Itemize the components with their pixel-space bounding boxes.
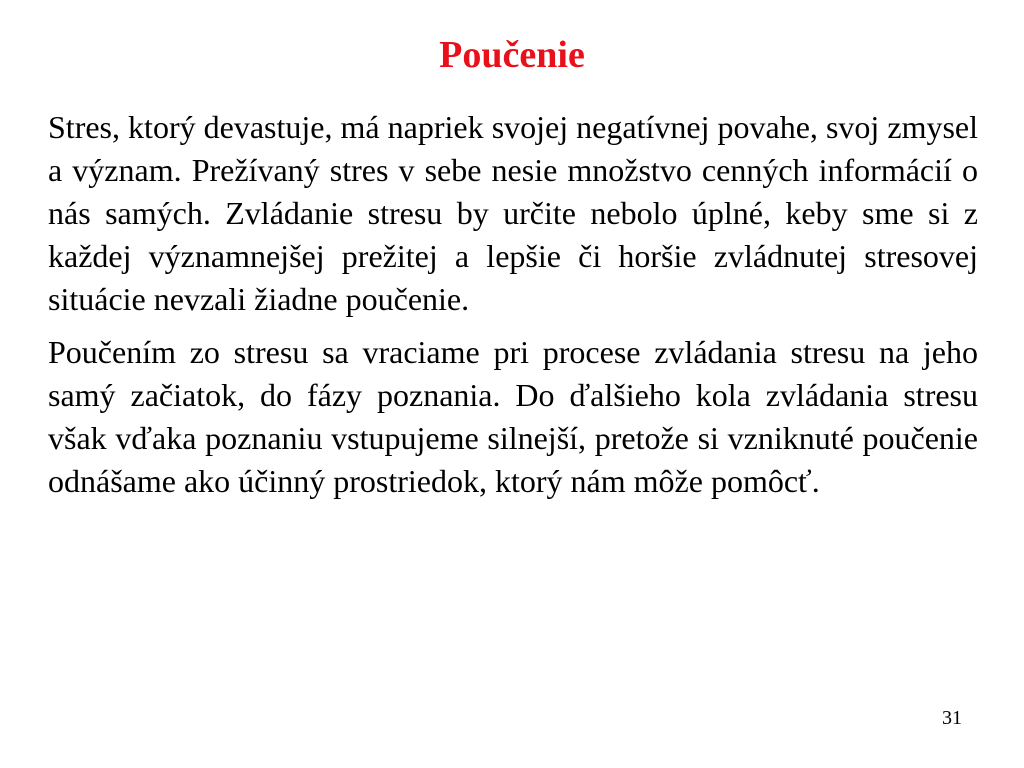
slide-title: Poučenie	[439, 34, 585, 76]
paragraph-2: Poučením zo stresu sa vraciame pri procese zvládania stresu na jeho samý začiatok, do fázy poznania. Do ďalšieho kola zvládania stresu však vďaka poznaniu vstupujeme silnejší, pretože si vzniknuté poučenie odnášame ako účinný prostriedok, ktorý nám môže pomôcť.	[48, 334, 978, 499]
slide-body	[48, 106, 978, 513]
page-number: 31	[942, 707, 962, 729]
paragraph-1: Stres, ktorý devastuje, má napriek svojej negatívnej povahe, svoj zmysel a význam. Prežívaný stres v sebe nesie množstvo cenných informácií o nás samých. Zvládanie stresu by určite nebolo úplné, keby sme si z každej významnejšej prežitej a lepšie či horšie zvládnutej stresovej situácie nevzali žiadne poučenie.	[48, 109, 978, 317]
